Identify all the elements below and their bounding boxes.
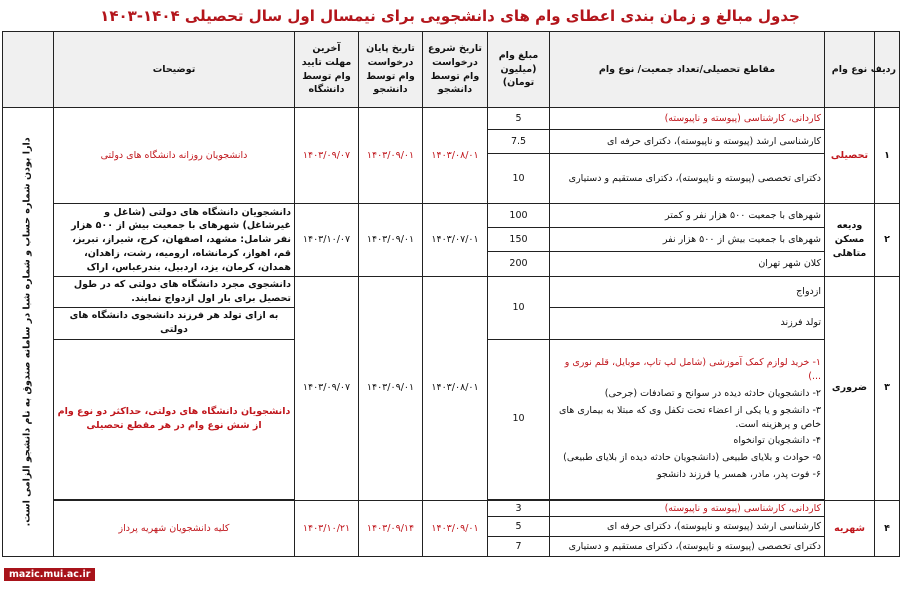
side-note: دارا بودن شماره حساب و شماره شبا در سامانه صندوق به نام دانشجو الزامی است. <box>22 137 34 527</box>
side-note-cell <box>3 108 54 557</box>
amount-cell: 10 <box>488 277 550 340</box>
loan-type-cell: شهریه <box>825 500 875 557</box>
amount-cell: 3 <box>488 500 550 517</box>
level-cell: شهرهای با جمعیت ۵۰۰ هزار نفر و کمتر <box>550 204 825 228</box>
header-amount: مبلغ وام (میلیون تومان) <box>488 32 550 108</box>
page-title: جدول مبالغ و زمان بندی اعطای وام های دانشجویی برای نیمسال اول سال تحصیلی ۱۴۰۴-۱۴۰۳ <box>100 6 800 25</box>
amount-cell: 200 <box>488 252 550 277</box>
header-rownum: ردیف <box>875 32 900 108</box>
level-cell: کاردانی، کارشناسی (پیوسته و ناپیوسته) <box>550 108 825 130</box>
row-number: ۳ <box>875 277 900 501</box>
start-date-cell: ۱۴۰۳/۰۷/۰۱ <box>423 204 488 277</box>
amount-cell: 7.5 <box>488 130 550 154</box>
list-item: ۴- دانشجویان توانخواه <box>733 435 821 447</box>
header-deadline: آخرین مهلت تایید وام توسط دانشگاه <box>295 32 359 108</box>
amount-cell: 10 <box>488 154 550 204</box>
description-cell: به ازای تولد هر فرزند دانشجوی دانشگاه های دولتی <box>54 307 295 339</box>
end-date-cell: ۱۴۰۳/۰۹/۱۴ <box>359 500 423 557</box>
list-item: ۳- دانشجو و یا یکی از اعضاء تحت تکفل وی که مبتلا به بیماری های خاص و پرهزینه است. <box>558 404 821 430</box>
header-desc: توضیحات <box>54 32 295 108</box>
description-cell: کلیه دانشجویان شهریه پرداز <box>54 500 295 557</box>
loan-table <box>2 31 900 557</box>
emergency-items-list <box>553 356 821 481</box>
end-date-cell: ۱۴۰۳/۰۹/۰۱ <box>359 204 423 277</box>
level-cell: کاردانی، کارشناسی (پیوسته و ناپیوسته) <box>550 500 825 517</box>
level-cell <box>550 339 825 499</box>
list-item: ۲- دانشجویان حادثه دیده در سوانح و تصادفات (جرحی) <box>604 388 821 399</box>
amount-cell: 5 <box>488 517 550 537</box>
description-cell: دانشجویان روزانه دانشگاه های دولتی <box>54 108 295 204</box>
header-loan-type: نوع وام <box>825 32 875 108</box>
deadline-cell: ۱۴۰۳/۱۰/۰۷ <box>295 204 359 277</box>
table-row <box>3 108 900 130</box>
list-item: ۵- حوادث و بلایای طبیعی (دانشجویان حادثه دیده از بلایای طبیعی) <box>563 452 821 464</box>
amount-cell: 150 <box>488 228 550 252</box>
table-row <box>3 277 900 308</box>
deadline-cell: ۱۴۰۳/۰۹/۰۷ <box>295 277 359 501</box>
amount-cell: 5 <box>488 108 550 130</box>
level-cell: دکترای تخصصی (پیوسته و ناپیوسته)، دکترای مستقیم و دستیاری <box>550 154 825 204</box>
start-date-cell: ۱۴۰۳/۰۹/۰۱ <box>423 500 488 557</box>
loan-type-cell: ودیعه مسکن متاهلی <box>825 204 875 277</box>
header-levels: مقاطع تحصیلی/تعداد جمعیت/ نوع وام <box>550 32 825 108</box>
watermark: mazic.mui.ac.ir <box>4 568 95 581</box>
level-cell: کلان شهر تهران <box>550 252 825 277</box>
row-number: ۱ <box>875 108 900 204</box>
description-cell: دانشجوی مجرد دانشگاه های دولتی که در طول تحصیل برای بار اول ازدواج نمایند. <box>54 277 295 308</box>
start-date-cell: ۱۴۰۳/۰۸/۰۱ <box>423 108 488 204</box>
header-row <box>3 32 900 108</box>
amount-cell: 100 <box>488 204 550 228</box>
table-row <box>3 500 900 517</box>
description-cell: دانشجویان دانشگاه های دولتی (شاغل و غیرشاغل) شهرهای با جمعیت بیش از ۵۰۰ هزار نفر شامل: مشهد، اصفهان، کرج، شیراز، تبریز، قم، اهواز، کرمانشاه، ارومیه، رشت، زاهدان، همدان، کرمان، یزد، اردبیل، بندرعباس، اراک <box>54 204 295 277</box>
description-cell: دانشجویان دانشگاه های دولتی، حداکثر دو نوع وام از شش نوع وام در هر مقطع تحصیلی <box>54 339 295 499</box>
deadline-cell: ۱۴۰۳/۰۹/۰۷ <box>295 108 359 204</box>
list-item: ۱- خرید لوازم کمک آموزشی (شامل لپ تاپ، موبایل، قلم نوری و ...) <box>564 357 821 383</box>
amount-cell: 10 <box>488 339 550 499</box>
start-date-cell: ۱۴۰۳/۰۸/۰۱ <box>423 277 488 501</box>
row-number: ۴ <box>875 500 900 557</box>
loan-type-cell: ضروری <box>825 277 875 501</box>
level-cell: کارشناسی ارشد (پیوسته و ناپیوسته)، دکترای حرفه ای <box>550 130 825 154</box>
header-end: تاریخ پایان درخواست وام توسط دانشجو <box>359 32 423 108</box>
row-number: ۲ <box>875 204 900 277</box>
deadline-cell: ۱۴۰۳/۱۰/۲۱ <box>295 500 359 557</box>
level-cell: ازدواج <box>550 277 825 308</box>
end-date-cell: ۱۴۰۳/۰۹/۰۱ <box>359 277 423 501</box>
amount-cell: 7 <box>488 537 550 557</box>
level-cell: دکترای تخصصی (پیوسته و ناپیوسته)، دکترای مستقیم و دستیاری <box>550 537 825 557</box>
loan-type-cell: تحصیلی <box>825 108 875 204</box>
header-side <box>3 32 54 108</box>
list-item: ۶- فوت پدر، مادر، همسر یا فرزند دانشجو <box>656 468 821 480</box>
table-row <box>3 204 900 228</box>
end-date-cell: ۱۴۰۳/۰۹/۰۱ <box>359 108 423 204</box>
level-cell: تولد فرزند <box>550 307 825 339</box>
level-cell: شهرهای با جمعیت بیش از ۵۰۰ هزار نفر <box>550 228 825 252</box>
header-start: تاریخ شروع درخواست وام توسط دانشجو <box>423 32 488 108</box>
level-cell: کارشناسی ارشد (پیوسته و ناپیوسته)، دکترای حرفه ای <box>550 517 825 537</box>
